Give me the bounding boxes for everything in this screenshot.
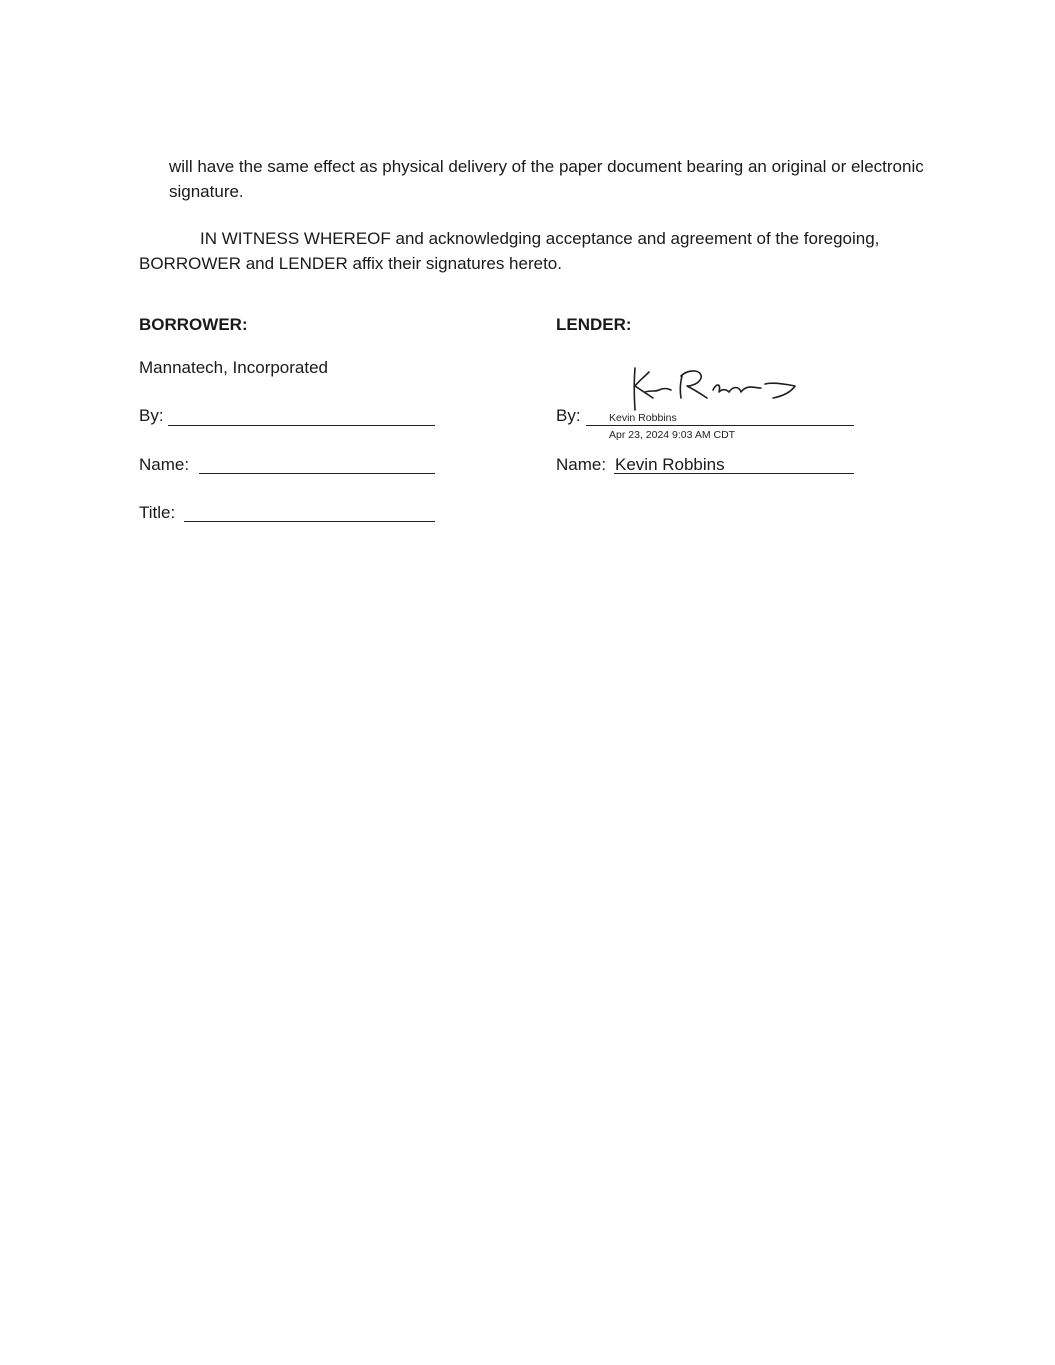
borrower-company: Mannatech, Incorporated [139,358,329,377]
lender-name-label: Name: [556,455,607,474]
lender-signer-printed: Kevin Robbins [609,412,677,424]
witness-paragraph: IN WITNESS WHEREOF and acknowledging acceptance and agreement of the foregoing, BORROWER and LENDER affix their signatures hereto. [139,229,880,273]
borrower-name-label: Name: [139,455,190,474]
lender-signature-icon [615,362,805,414]
borrower-title-line[interactable] [184,521,435,522]
closing-paragraph: will have the same effect as physical delivery of the paper document bearing an original or electronic signature. [169,157,924,201]
lender-by-label: By: [556,406,581,425]
borrower-heading: BORROWER: [139,315,248,334]
lender-by-line[interactable] [586,425,854,426]
borrower-name-line[interactable] [199,473,435,474]
borrower-title-label: Title: [139,503,176,522]
lender-name-value: Kevin Robbins [615,455,725,474]
lender-signed-timestamp: Apr 23, 2024 9:03 AM CDT [609,429,736,441]
borrower-by-label: By: [139,406,164,425]
lender-heading: LENDER: [556,315,632,334]
borrower-by-line[interactable] [168,425,435,426]
